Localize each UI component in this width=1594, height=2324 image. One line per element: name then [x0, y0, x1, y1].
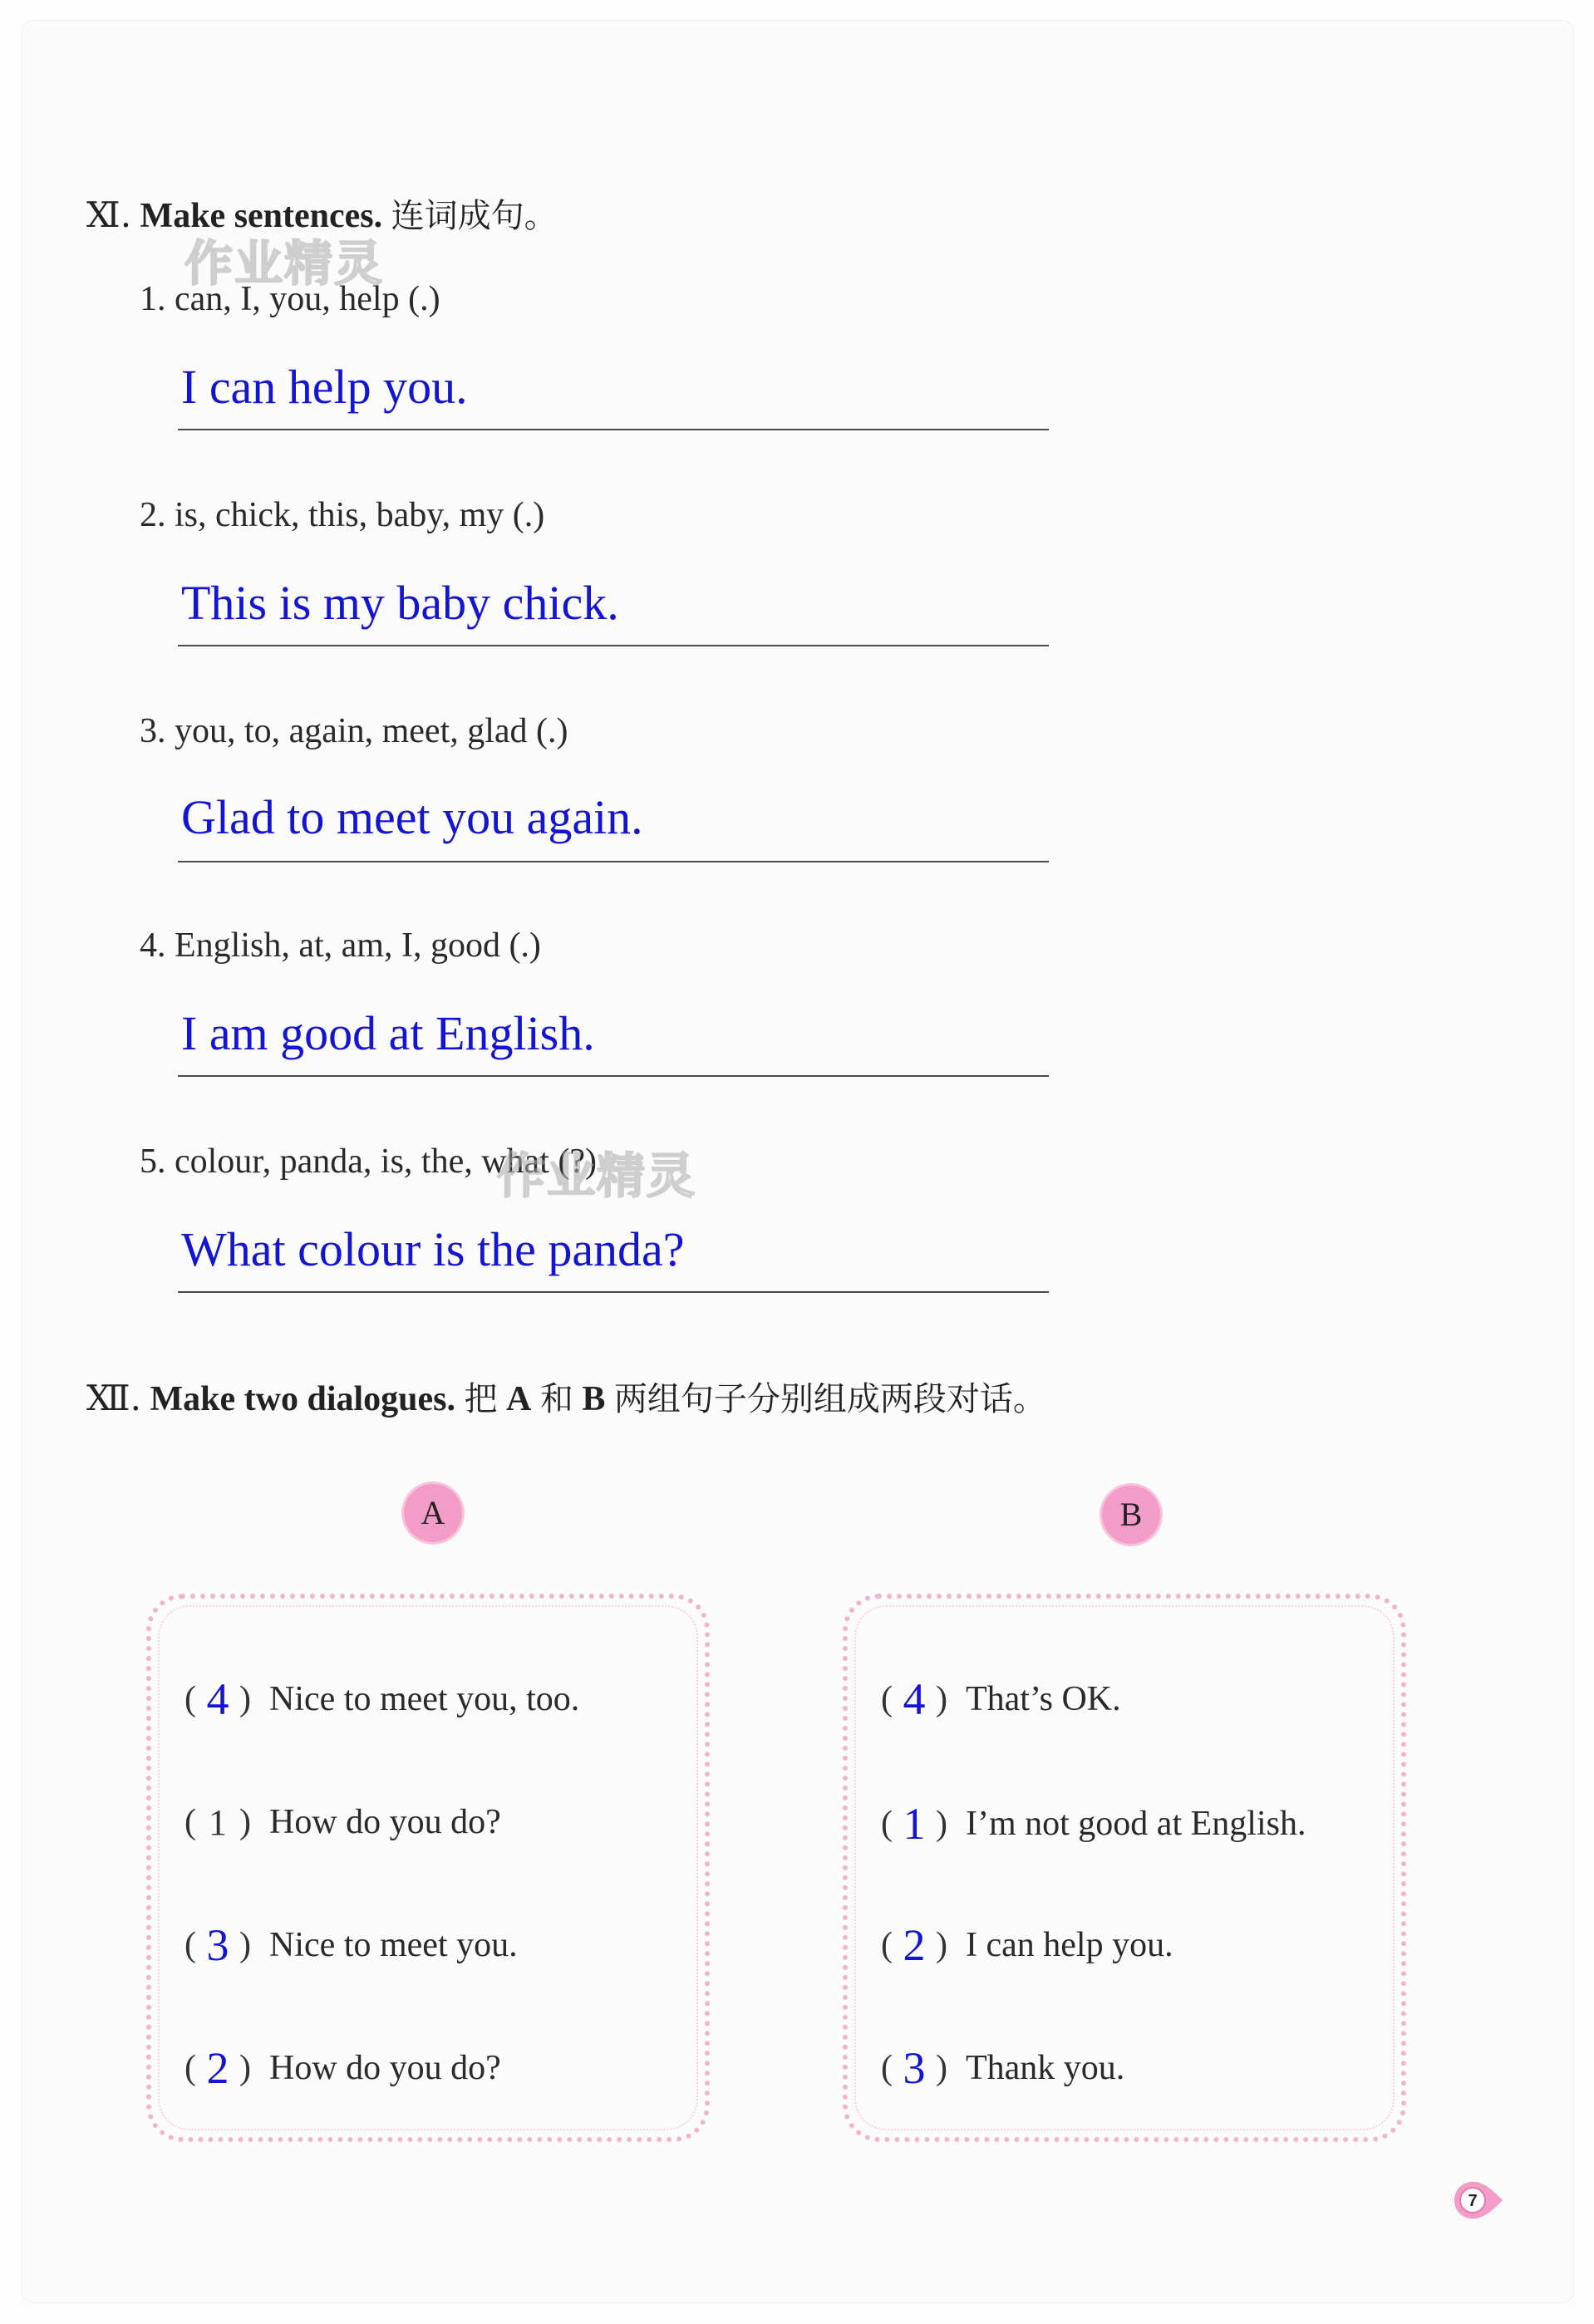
- prompt-2: 2. is, chick, this, baby, my (.): [140, 496, 545, 534]
- dialogue-a-item-2: [184, 1793, 501, 1851]
- answer-2: This is my baby chick.: [181, 576, 619, 630]
- order-number: 1: [903, 1799, 926, 1849]
- answer-3: Glad to meet you again.: [181, 790, 643, 844]
- section-12-group-b: B: [582, 1380, 606, 1418]
- dialogue-a-item-1: [184, 1670, 579, 1728]
- section-11-heading-zh: 连词成句。: [391, 197, 558, 235]
- order-number: 2: [206, 2043, 229, 2093]
- paren-open: (: [184, 1926, 196, 1964]
- dialogue-b-item-1: [881, 1670, 1121, 1728]
- dialogue-b-item-3: [881, 1916, 1173, 1974]
- dialogue-box-b: [843, 1594, 1406, 2142]
- answer-line-2: [178, 645, 1049, 646]
- order-number: 1: [209, 1801, 227, 1843]
- paren-open: (: [881, 1805, 893, 1843]
- page-number-badge: [1448, 2175, 1506, 2225]
- dialogue-line: That’s OK.: [966, 1680, 1121, 1718]
- section-12-title: [86, 1373, 1046, 1420]
- paren-open: (: [184, 1680, 196, 1718]
- dialogue-a-item-3: [184, 1916, 518, 1974]
- paren-open: (: [881, 1680, 893, 1718]
- paren-close: ): [936, 1805, 947, 1843]
- watermark-top: 作业精灵: [184, 235, 385, 292]
- section-12-group-a: A: [506, 1380, 532, 1418]
- paren-close: ): [239, 1926, 251, 1964]
- prompt-1: 1. can, I, you, help (.): [140, 280, 440, 318]
- dialogue-line: Thank you.: [966, 2049, 1125, 2087]
- answer-line-4: [178, 1075, 1049, 1077]
- group-b-badge: B: [1102, 1486, 1160, 1544]
- paren-close: ): [239, 1803, 251, 1841]
- dialogue-line: Nice to meet you.: [269, 1926, 518, 1964]
- dialogue-box-a: [146, 1594, 710, 2142]
- section-12-zh-3: 两组句子分别组成两段对话。: [613, 1380, 1046, 1418]
- section-12-heading: Make two dialogues.: [150, 1380, 455, 1418]
- prompt-3: 3. you, to, again, meet, glad (.): [140, 712, 568, 750]
- prompt-5: 5. colour, panda, is, the, what (?): [140, 1142, 597, 1181]
- paren-open: (: [184, 2049, 196, 2087]
- answer-1: I can help you.: [181, 360, 468, 414]
- section-11-number: Ⅺ.: [86, 194, 132, 235]
- order-number: 4: [903, 1674, 926, 1724]
- paren-close: ): [936, 1926, 947, 1964]
- watermark-middle: 作业精灵: [497, 1147, 697, 1204]
- answer-line-3: [178, 861, 1049, 862]
- answer-line-5: [178, 1291, 1049, 1293]
- paren-open: (: [881, 2049, 893, 2087]
- dialogue-line: How do you do?: [269, 2049, 501, 2087]
- page-number: 7: [1468, 2192, 1478, 2210]
- paren-open: (: [881, 1926, 893, 1964]
- paren-close: ): [239, 2049, 251, 2087]
- dialogue-line: How do you do?: [269, 1803, 501, 1841]
- section-12-zh-2: 和: [539, 1380, 573, 1418]
- section-12-zh-1: 把: [464, 1380, 498, 1418]
- section-11-heading: Make sentences.: [140, 197, 383, 235]
- paren-close: ): [239, 1680, 251, 1718]
- order-number: 3: [206, 1920, 229, 1970]
- dialogue-line: I’m not good at English.: [966, 1805, 1306, 1843]
- answer-5: What colour is the panda?: [181, 1222, 685, 1276]
- dialogue-line: Nice to meet you, too.: [269, 1680, 580, 1718]
- order-number: 3: [903, 2043, 926, 2093]
- answer-line-1: [178, 429, 1049, 430]
- order-number: 2: [903, 1920, 926, 1970]
- order-number: 4: [206, 1674, 229, 1724]
- dialogue-line: I can help you.: [966, 1926, 1173, 1964]
- group-a-badge: A: [404, 1484, 462, 1542]
- section-12-number: Ⅻ.: [86, 1378, 141, 1418]
- prompt-4: 4. English, at, am, I, good (.): [140, 926, 541, 965]
- paren-close: ): [936, 2049, 947, 2087]
- dialogue-a-item-4: [184, 2039, 501, 2097]
- answer-4: I am good at English.: [181, 1006, 595, 1060]
- dialogue-b-item-4: [881, 2039, 1124, 2097]
- paren-open: (: [184, 1803, 196, 1841]
- paren-close: ): [936, 1680, 947, 1718]
- dialogue-b-item-2: [881, 1795, 1306, 1853]
